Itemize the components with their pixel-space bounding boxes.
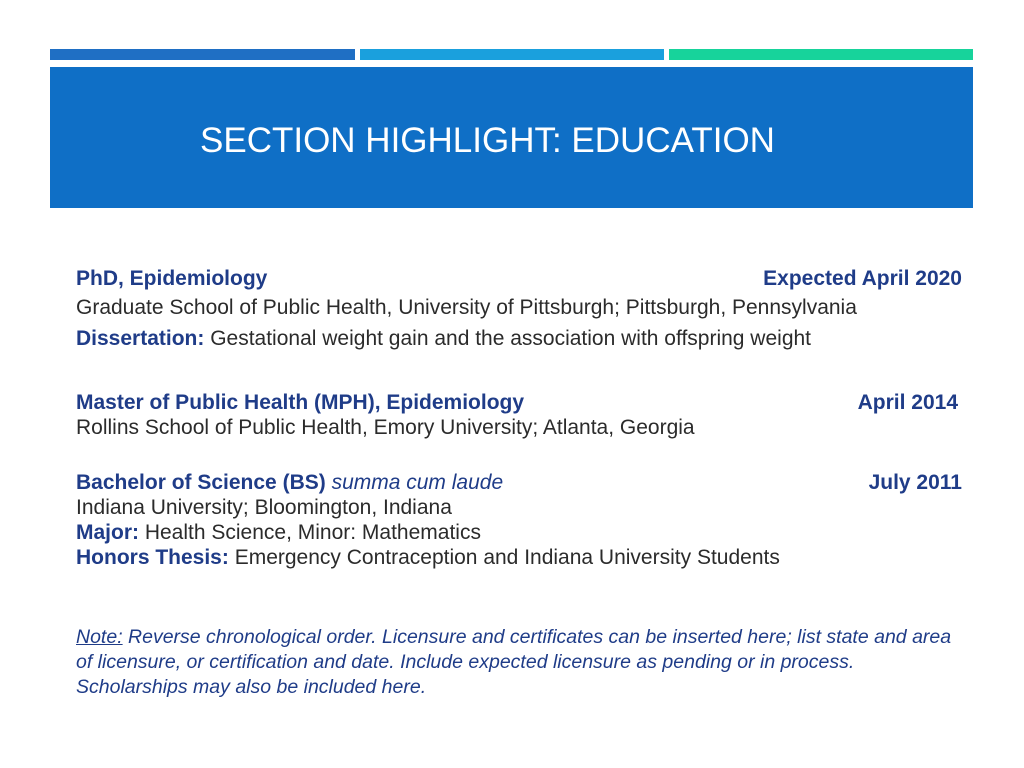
note-label: Note:: [76, 626, 123, 648]
slide-title: SECTION HIGHLIGHT: EDUCATION: [200, 121, 775, 160]
bs-honors: summa cum laude: [325, 471, 504, 494]
honors-thesis-label: Honors Thesis:: [76, 546, 229, 569]
note-paragraph: [76, 625, 956, 700]
dissertation-label: Dissertation:: [76, 327, 205, 350]
bs-date: July 2011: [868, 471, 962, 494]
note-text: Reverse chronological order. Licensure and certificates can be inserted here; list state and area of licensure, or certification and date. Include expected licensure as pending or in process. Scholarships may also be included here.: [76, 626, 952, 698]
education-content: [76, 266, 966, 593]
bs-degree: Bachelor of Science (BS): [76, 471, 326, 494]
accent-bar-blue: [50, 49, 355, 60]
accent-bar-green: [669, 49, 973, 60]
mph-date: April 2014: [857, 391, 958, 414]
major-text: Health Science, Minor: Mathematics: [139, 521, 481, 544]
mph-entry: [76, 390, 966, 440]
accent-bar-light-blue: [360, 49, 664, 60]
phd-school: Graduate School of Public Health, University of Pittsburgh; Pittsburgh, Pennsylvania: [76, 296, 857, 319]
accent-bars: [50, 49, 973, 61]
mph-degree: Master of Public Health (MPH), Epidemiology: [76, 391, 525, 414]
title-band: [50, 67, 973, 208]
major-label: Major:: [76, 521, 139, 544]
phd-date: Expected April 2020: [763, 267, 962, 290]
phd-degree: PhD, Epidemiology: [76, 267, 268, 290]
bs-entry: [76, 470, 966, 570]
phd-entry: [76, 266, 966, 354]
bs-school: Indiana University; Bloomington, Indiana: [76, 496, 452, 519]
dissertation-text: Gestational weight gain and the association with offspring weight: [204, 327, 812, 350]
mph-school: Rollins School of Public Health, Emory University; Atlanta, Georgia: [76, 416, 695, 439]
honors-thesis-text: Emergency Contraception and Indiana University Students: [228, 546, 780, 569]
